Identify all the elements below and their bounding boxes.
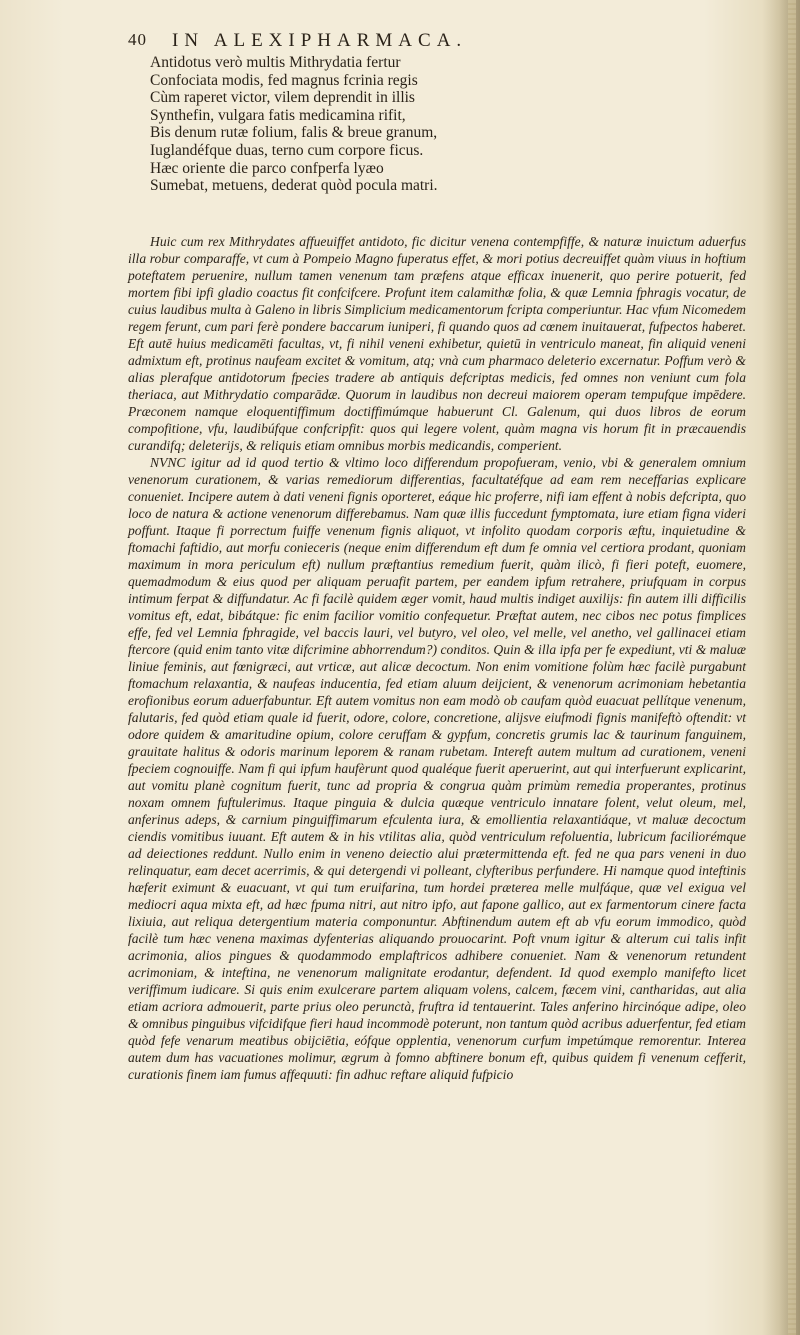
- running-title: IN ALEXIPHARMACA.: [172, 30, 468, 51]
- verse-line: Confociata modis, fed magnus fcrinia regis: [150, 71, 418, 89]
- verse-line: Antidotus verò multis Mithrydatia fertur: [150, 54, 401, 71]
- page-edge-strip: [788, 0, 796, 1335]
- verse-line: Cùm raperet victor, vilem deprendit in illis: [150, 89, 415, 107]
- commentary-paragraph: Huic cum rex Mithrydates affueuiffet antidoto, fic dicitur venena contempfiffe, & naturæ inuictum aduerfus illa robur comparaffe, vt cum à Pompeio Magno fuperatus effet, & mori potius decreuiffet quàm viuus in hoftium poteftatem peruenire, nullum tamen venenum tam præfens atque efficax inuenerit, quo perire potuerit, fed mortem fibi ipfi gladio coactus fit confcifcere. Profunt item calamithæ folia, & quæ Lemnia fphragis vocatur, de cuius laudibus multa à Galeno in libris Simplicium medicamentorum fcripta comperiuntur. Hac vfum Nicomedem regem ferunt, cum pari ferè pondere baccarum iuniperi, fi quando quos ad cœnem inuitauerat, fufpectos haberet. Eft autē huius medicamēti facultas, vt, fi nihil veneni exhibetur, quietū in ventriculo maneat, fin aliquid veneni admixtum eft, protinus naufeam excitet & vomitum, atq; vnà cum pharmaco deleterio excernatur. Poffum verò & alias plerafque antidotorum fpecies tradere ab antiquis defcriptas medicis, fed omnes non veniunt cum fola theriaca, aut Mithrydatio comparādæ. Quorum in laudibus non decreui maiorem operam tempufque impēdere. Præconem namque eloquentiffimum doctiffimúmque habuerunt Cl. Galenum, qui duos libros de eorum compofitione, vfu, laudibúfque confcripfit: quos qui legere volent, quàm magna vis horum fit in præcauendis curandifq; deleterijs, & reliquis etiam omnibus morbis medicandis, comperient.: [128, 234, 746, 453]
- page-header: [128, 30, 728, 56]
- verse-line: Iuglandéfque duas, terno cum corpore ficus.: [150, 141, 424, 159]
- folio-number: 40: [128, 30, 147, 49]
- commentary-paragraph: NVNC igitur ad id quod tertio & vltimo loco differendum propofueram, venio, vbi & generalem omnium venenorum curationem, & varias remediorum differentias, facultatéfque ad eam rem neceffarias explicare conueniet. Incipere autem à dati veneni fignis oporteret, eáque hic proferre, nifi iam effent à nobis defcripta, quo loco de natura & actione venenorum differebamus. Nam quæ illis fuccedunt fymptomata, iure etiam figna videri poffunt. Itaque fi porrectum fuiffe venenum fignis aliquot, vt infolito quodam corporis æftu, inquietudine & ftomachi faftidio, aut morfu conieceris (neque enim differendum eft dum fe omnia vel certiora prodant, quoniam maximum in mora periculum eft) nullum præftantius remedium fuerit, quàm ilicò, fi fieri poteft, euomere, quemadmodum & eius quod per aliquam peruafit partem, per eandem ipfum retrahere, priufquam in corpus intimum ferpat & diffundatur. Ac fi facilè quidem æger vomit, haud multis indiget auxilijs: fin autem illi difficilis vomitus eft, edat, bibátque: fic enim facilior vomitio confequetur. Præftat autem, nec cibos nec potus fimplices effe, fed vel Lemnia fphragide, vel baccis lauri, vel butyro, vel oleo, vel melle, vel anetho, vel gallinacei etiam ftercore (quid enim tanto vitæ difcrimine abhorrendum?) conditos. Quin & illa ipfa per fe expediunt, vti & maluæ liniue feminis, aut fœnigræci, aut vrticæ, aut alicæ decoctum. Non enim vomitione folùm hæc facilè purgabunt ftomachum relaxantia, & naufeas inducentia, fed etiam aluum deijcient, & venenorum acrimoniam hebetantia erofionibus eorum aduerfabuntur. Eft autem vomitus non eam modò ob caufam quòd euacuat pellítque venenum, falutaris, fed quòd etiam quale id fuerit, odore, colore, concretione, alijsve eiufmodi fignis manifeftò oftendit: vt odore quidem & amaritudine opium, colore ceruffam & gypfum, concretis grumis lac & taurinum fanguinem, grauitate halitus & odoris marinum leporem & ranam rubetam. Intereft autem multum ad curationem, veneni fpeciem cognouiffe. Nam fi qui ipfum haufèrunt quod qualéque fuerit aperuerint, aut qui interfuerunt explicarint, aut vomitu planè cognitum fuerit, tunc ad propria & congrua quàm primùm remedia properantes, protinus noxam omnem fuftulerimus. Itaque pinguia & dulcia quæque ventriculo innatare folent, velut oleum, mel, anferinus adeps, & carnium pinguiffimarum efculenta iura, & emollientia relaxantiáque, vt maluæ decoctum ciendis vomitibus iuuant. Eft autem & in his vtilitas alia, quòd ventriculum refoluentia, lubricum faciliorémque ad deiectiones reddunt. Nullo enim in veneno deiectio alui prætermittenda eft. fed ne qua pars veneni in duo relinquatur, eam decet acerrimis, & qui detergendi vi polleant, clyfteribus perfundere. Hi namque quod inteftinis hæferit eximunt & euacuant, vt qui tum eruifarina, tum hordei præterea melle mulfáque, quæ vel exigua vel mediocri aqua mixta eft, ad hæc fpuma nitri, aut nitro ipfo, aut fapone gallico, aut ex farmentorum cinere facta lixiuia, aut reliqua detergentium materia componuntur. Abftinendum autem eft ab vfu eorum immodico, quòd facilè tum hæc venena maximas dyfenterias aliquando prouocarint. Poft vnum igitur & alterum cui talis infit acrimonia, alios pingues & quodammodo emplaftricos adhibere conueniet. Nam & venenorum retundent acrimoniam, & inteftina, ne venenorum malignitate erodantur, defendent. Id quod exemplo manifefto licet veriffimum iudicare. Si quis enim exulcerare partem aliquam volens, calcem, fæcem vini, cantharidas, aut alia etiam acriora admouerit, parte prius oleo perunctà, fruftra id tentauerint. Tales anferino hircinóque adipe, oleo & omnibus pinguibus vifcidifque fieri haud incommodè poterunt, non tantum quòd acribus aduerfentur, fed etiam quòd fefe venarum meatibus obijciētia, eófque opplentia, venenorum curfum impetúmque remorentur. Interea autem dum has vacuationes molimur, ægrum à fomno abftinere bonum eft, quibus quidem fi venenum cefferit, curationis finem iam fumus affequuti: fin adhuc reftare aliquid fufpicio: [128, 455, 746, 1082]
- verse-block: [150, 54, 580, 195]
- commentary-text: [128, 233, 746, 1083]
- verse-line: Hæc oriente die parco confperfa lyæo: [150, 159, 384, 177]
- verse-line: Synthefin, vulgara fatis medicamina rifit,: [150, 106, 406, 124]
- verse-line: Bis denum rutæ folium, falis & breue granum,: [150, 124, 438, 142]
- verse-line: Sumebat, metuens, dederat quòd pocula matri.: [150, 177, 438, 195]
